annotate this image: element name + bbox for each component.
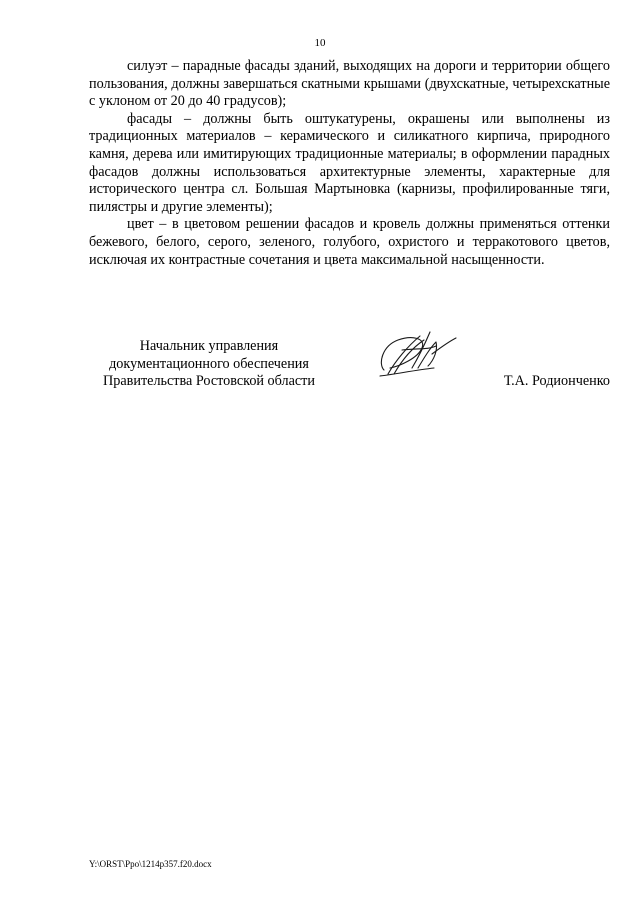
handwritten-signature xyxy=(372,324,462,382)
signer-position-line: Начальник управления xyxy=(139,338,279,354)
signer-position-line: Правительства Ростовской области xyxy=(103,373,315,390)
file-path-footer: Y:\ORST\Ppo\1214p357.f20.docx xyxy=(89,859,212,869)
signer-position-line: документационного обеспечения xyxy=(109,355,309,372)
signer-name: Т.А. Родионченко xyxy=(503,373,610,389)
paragraph-silhouette: силуэт – парадные фасады зданий, выходящих на дороги и территории общего пользования, должны завершаться скатными крышами (двухскатные, четырехскатные с уклоном от 20 до 40 градусов); xyxy=(89,58,610,110)
signature-block xyxy=(89,338,610,398)
paragraph-facades: фасады – должны быть оштукатурены, окрашены или выполнены из традиционных материалов – керамического и силикатного кирпича, природного камня, дерева или имитирующих традиционные материалы; в оформлении парадных фасадов должны использоваться архитектурные элементы, характерные для исторического центра сл. Большая Мартыновка (карнизы, профилированные тяги, пилястры и другие элементы); xyxy=(89,110,610,215)
page-number: 10 xyxy=(314,37,326,49)
signer-position xyxy=(89,338,329,391)
paragraph-color: цвет – в цветовом решении фасадов и кровель должны применяться оттенки бежевого, белого, серого, зеленого, голубого, охристого и терракотового цветов, исключая их контрастные сочетания и цвета максимальной насыщенности. xyxy=(89,216,610,268)
document-body xyxy=(89,58,610,269)
